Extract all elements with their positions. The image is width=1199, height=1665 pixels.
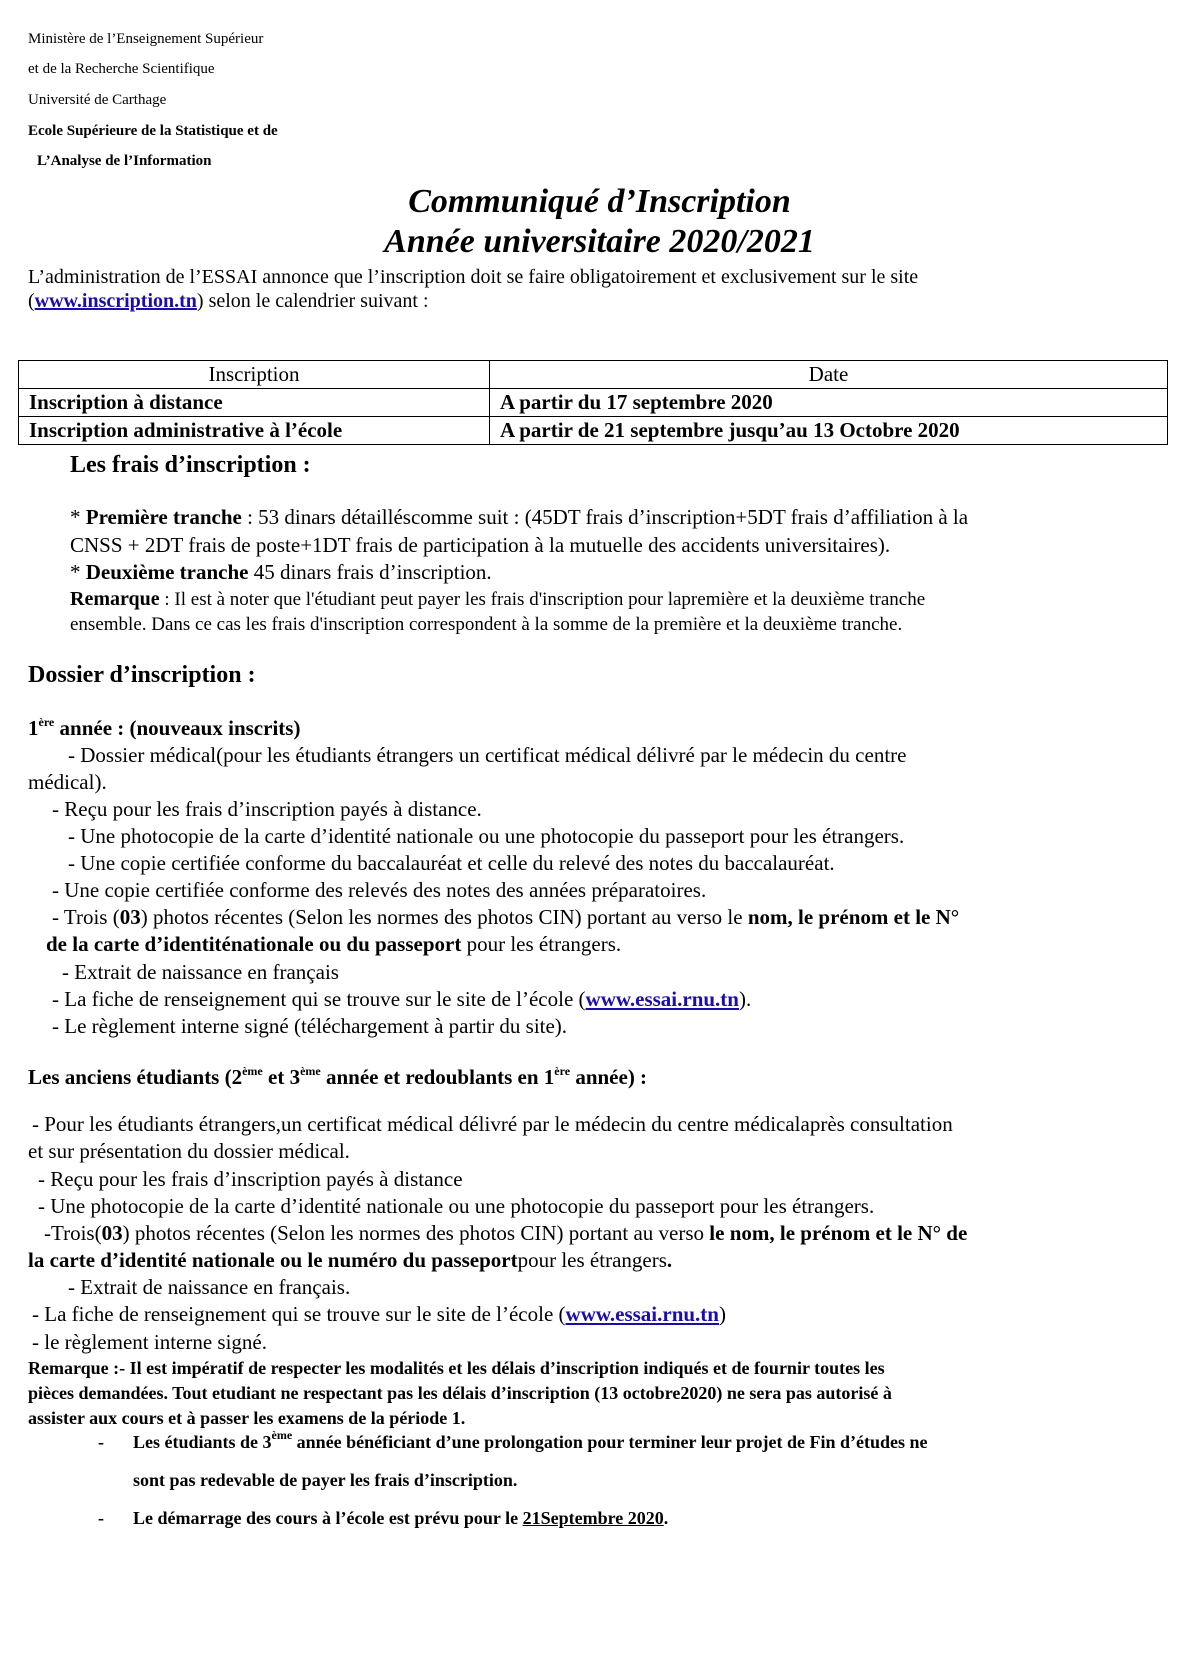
final-remark-cont: pièces demandées. Tout etudiant ne respectant pas les délais d’inscription (13 octobre2020) ne sera pas autorisé à [28,1383,892,1403]
list-item: et sur présentation du dossier médical. [28,1139,350,1163]
dossier-heading: Dossier d’inscription : [28,662,256,688]
table-cell: A partir de 21 septembre jusqu’au 13 Octobre 2020 [490,417,1168,445]
list-item: - Une photocopie de la carte d’identité nationale ou une photocopie du passeport pour les étrangers. [68,824,905,848]
list-item: - Trois (03) photos récentes (Selon les normes des photos CIN) portant au verso le nom, le prénom et le N° [52,905,960,929]
former-students-heading: Les anciens étudiants (2ème et 3ème année et redoublants en 1ère année) : [28,1064,648,1089]
school-name-2: L’Analyse de l’Information [37,153,212,169]
list-item: de la carte d’identiténationale ou du passeport pour les étrangers. [46,932,622,956]
essai-site-link-2[interactable]: www.essai.rnu.tn [565,1302,719,1326]
table-cell: A partir du 17 septembre 2020 [490,389,1168,417]
ministry-line-2: et de la Recherche Scientifique [28,61,215,77]
list-item: - Pour les étudiants étrangers,un certificat médical délivré par le médecin du centre médicalaprès consultation [32,1112,953,1136]
start-date: 21Septembre 2020 [522,1508,664,1528]
table-header-row [19,361,1168,389]
list-item: - Reçu pour les frais d’inscription payés à distance [38,1167,463,1191]
list-item: - Extrait de naissance en français. [68,1275,351,1299]
list-item: - La fiche de renseignement qui se trouve sur le site de l’école (www.essai.rnu.tn) [32,1302,726,1326]
final-bullet-1: Les étudiants de 3ème année bénéficiant d’une prolongation pour terminer leur projet de Fin d’études ne [133,1428,928,1452]
table-cell: Inscription à distance [19,389,490,417]
final-remark-cont-2: assister aux cours et à passer les examens de la période 1. [28,1408,466,1428]
page-title: Communiqué d’Inscription [408,183,791,220]
fees-tranche-1-cont: CNSS + 2DT frais de poste+1DT frais de participation à la mutuelle des accidents universitaires). [70,533,891,557]
fees-tranche-1: * Première tranche : 53 dinars détailléscomme suit : (45DT frais d’inscription+5DT frais d’affiliation à la [70,505,969,529]
list-item: - La fiche de renseignement qui se trouve sur le site de l’école (www.essai.rnu.tn). [52,987,752,1011]
school-name: Ecole Supérieure de la Statistique et de [28,123,278,139]
first-year-heading: 1ère année : (nouveaux inscrits) [28,715,301,740]
table-header-cell: Date [490,361,1168,389]
final-bullet-2: Le démarrage des cours à l’école est prévu pour le 21Septembre 2020. [133,1508,669,1528]
fees-remark: Remarque : Il est à noter que l'étudiant peut payer les frais d'inscription pour lapremière et la deuxième tranche [70,588,926,610]
intro-line-2: (www.inscription.tn) selon le calendrier suivant : [28,290,429,312]
university-name: Université de Carthage [28,92,167,108]
bullet: - [98,1432,104,1452]
table-cell: Inscription administrative à l’école [19,417,490,445]
ministry-line: Ministère de l’Enseignement Supérieur [28,31,264,47]
list-item: - Reçu pour les frais d’inscription payés à distance. [52,797,482,821]
table-row [19,389,1168,417]
list-item: - le règlement interne signé. [32,1330,267,1354]
page-subtitle: Année universitaire 2020/2021 [384,223,815,260]
list-item: - Une photocopie de la carte d’identité nationale ou une photocopie du passeport pour les étrangers. [38,1194,875,1218]
final-remark: Remarque :- Il est impératif de respecter les modalités et les délais d’inscription indiqués et de fournir toutes les [28,1358,885,1378]
essai-site-link[interactable]: www.essai.rnu.tn [585,987,739,1011]
table-row [19,417,1168,445]
calendar-table [18,360,1168,445]
list-item: - Le règlement interne signé (téléchargement à partir du site). [52,1014,568,1038]
list-item: médical). [28,770,107,794]
list-item: - Dossier médical(pour les étudiants étrangers un certificat médical délivré par le médecin du centre [68,743,907,767]
list-item: - Une copie certifiée conforme du baccalauréat et celle du relevé des notes du baccalauréat. [68,851,835,875]
fees-heading: Les frais d’inscription : [70,452,311,478]
list-item: - Une copie certifiée conforme des relevés des notes des années préparatoires. [52,878,707,902]
final-bullet-1-cont: sont pas redevable de payer les frais d’inscription. [133,1470,518,1490]
list-item: -Trois(03) photos récentes (Selon les normes des photos CIN) portant au verso le nom, le prénom et le N° de [44,1221,968,1245]
bullet: - [98,1508,104,1528]
inscription-link[interactable]: www.inscription.tn [34,290,197,312]
list-item: la carte d’identité nationale ou le numéro du passeportpour les étrangers. [28,1248,673,1272]
fees-tranche-2: * Deuxième tranche 45 dinars frais d’inscription. [70,560,492,584]
list-item: - Extrait de naissance en français [62,960,339,984]
fees-remark-cont: ensemble. Dans ce cas les frais d'inscription correspondent à la somme de la première et la deuxième tranche. [70,614,903,635]
intro-line-1: L’administration de l’ESSAI annonce que l’inscription doit se faire obligatoirement et exclusivement sur le site [28,266,919,288]
table-header-cell: Inscription [19,361,490,389]
